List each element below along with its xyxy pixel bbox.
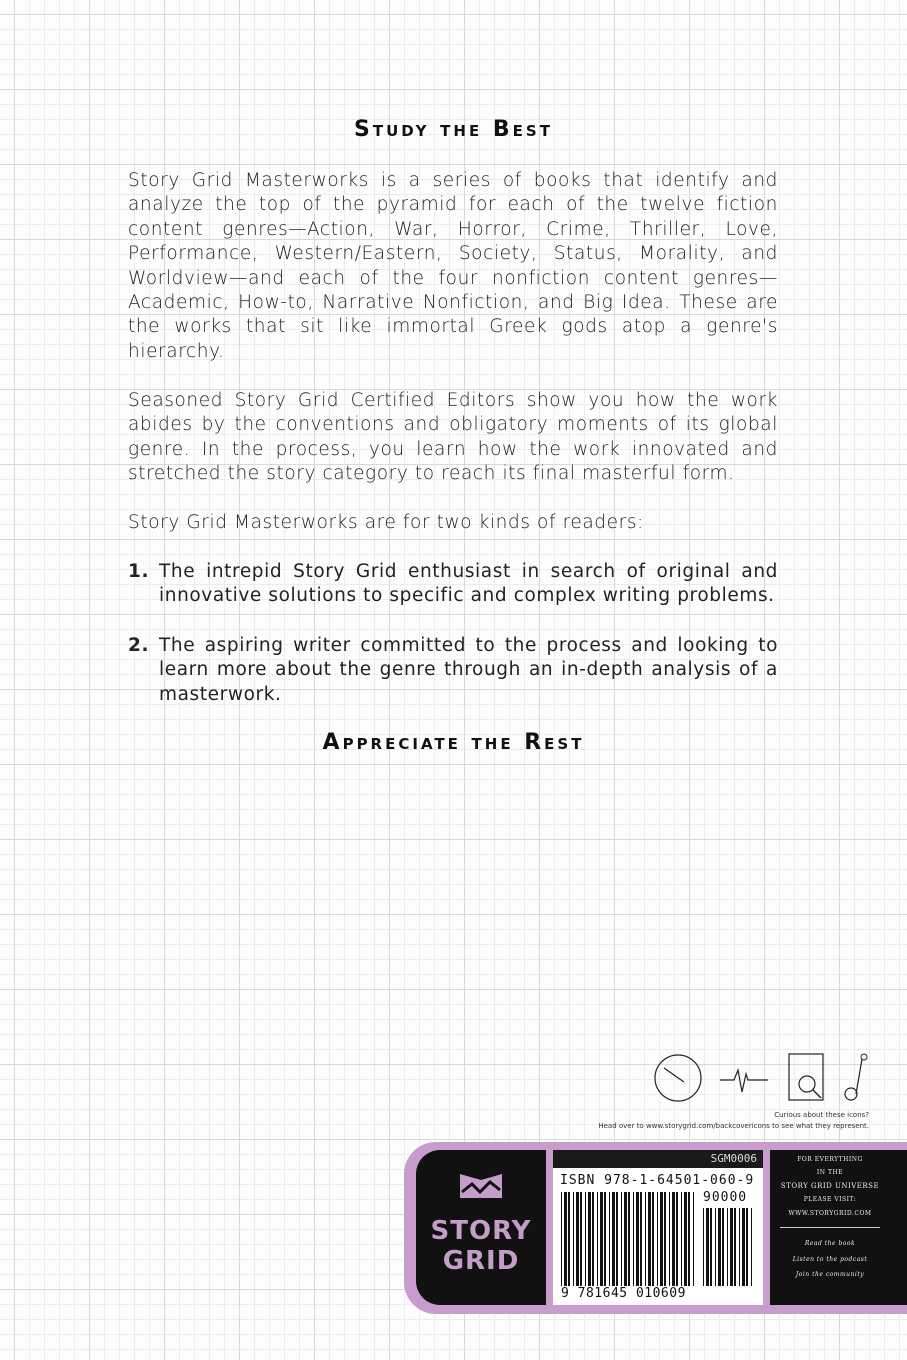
icons-caption-url: Head over to www.storygrid.com/backcovericons to see what they represent. [598,1122,869,1130]
logo-panel [416,1150,546,1305]
sgm-code: SGM0006 [553,1150,763,1168]
ean-digits: 9 781645 010609 [561,1286,686,1301]
addon-digits: 90000 [703,1190,748,1205]
logo-text-grid: GRID [442,1246,520,1276]
info-action-read: Read the book [804,1240,856,1247]
isbn-text: ISBN 978-1-64501-060-9 [560,1173,755,1188]
icons-caption-question: Curious about these icons? [774,1111,869,1119]
info-panel [770,1150,907,1305]
info-line: STORY GRID UNIVERSE [780,1182,880,1190]
info-line: PLEASE VISIT: [803,1196,857,1203]
heading-study-the-best: Study the Best [354,117,553,142]
info-divider [780,1227,880,1228]
barcode-box [553,1150,763,1305]
ean-barcode [559,1192,697,1286]
addon-barcode [701,1208,757,1286]
paragraph-editors: Seasoned Story Grid Certified Editors show you how the work abides by the conventions and obligatory moments of its global genre. In the process, you learn how the work innovated and stretched the story category to reach its final masterful form. [128,390,778,485]
list-text: The intrepid Story Grid enthusiast in search of original and innovative solutions to specific and complex writing problems. [159,561,778,607]
info-url[interactable]: WWW.STORYGRID.COM [788,1210,872,1217]
clock-icon [650,1054,706,1102]
paragraph-readers: Story Grid Masterworks are for two kinds of readers: [128,512,644,533]
heartbeat-icon [720,1062,770,1098]
story-grid-logo-icon [458,1168,504,1200]
info-line: IN THE [816,1169,844,1176]
list-number: 1. [128,561,150,582]
list-item [128,634,778,707]
list-item [128,560,778,609]
list-number: 2. [128,635,150,656]
magnifier-page-icon [787,1052,827,1102]
logo-text-story: STORY [430,1216,532,1246]
music-note-icon [842,1052,872,1102]
heading-appreciate-the-rest: Appreciate the Rest [322,730,585,755]
paragraph-intro: Story Grid Masterworks is a series of books that identify and analyze the top of the pyramid for each of the twelve fiction content genres—Action, War, Horror, Crime, Thriller, Love, Performance, Western/Eastern, Society, Status, Morality, and Worldview—and each of the four nonfiction content genres—Academic, How-to, Narrative Nonfiction, and Big Idea. These are the works that sit like immortal Greek gods atop a genre's hierarchy. [128,170,778,362]
info-line: FOR EVERYTHING [797,1156,863,1163]
info-action-join: Join the community [795,1271,865,1278]
info-action-listen: Listen to the podcast [792,1256,868,1263]
list-text: The aspiring writer committed to the process and looking to learn more about the genre through an in-depth analysis of a masterwork. [159,635,778,705]
back-cover-icons [650,1052,880,1102]
